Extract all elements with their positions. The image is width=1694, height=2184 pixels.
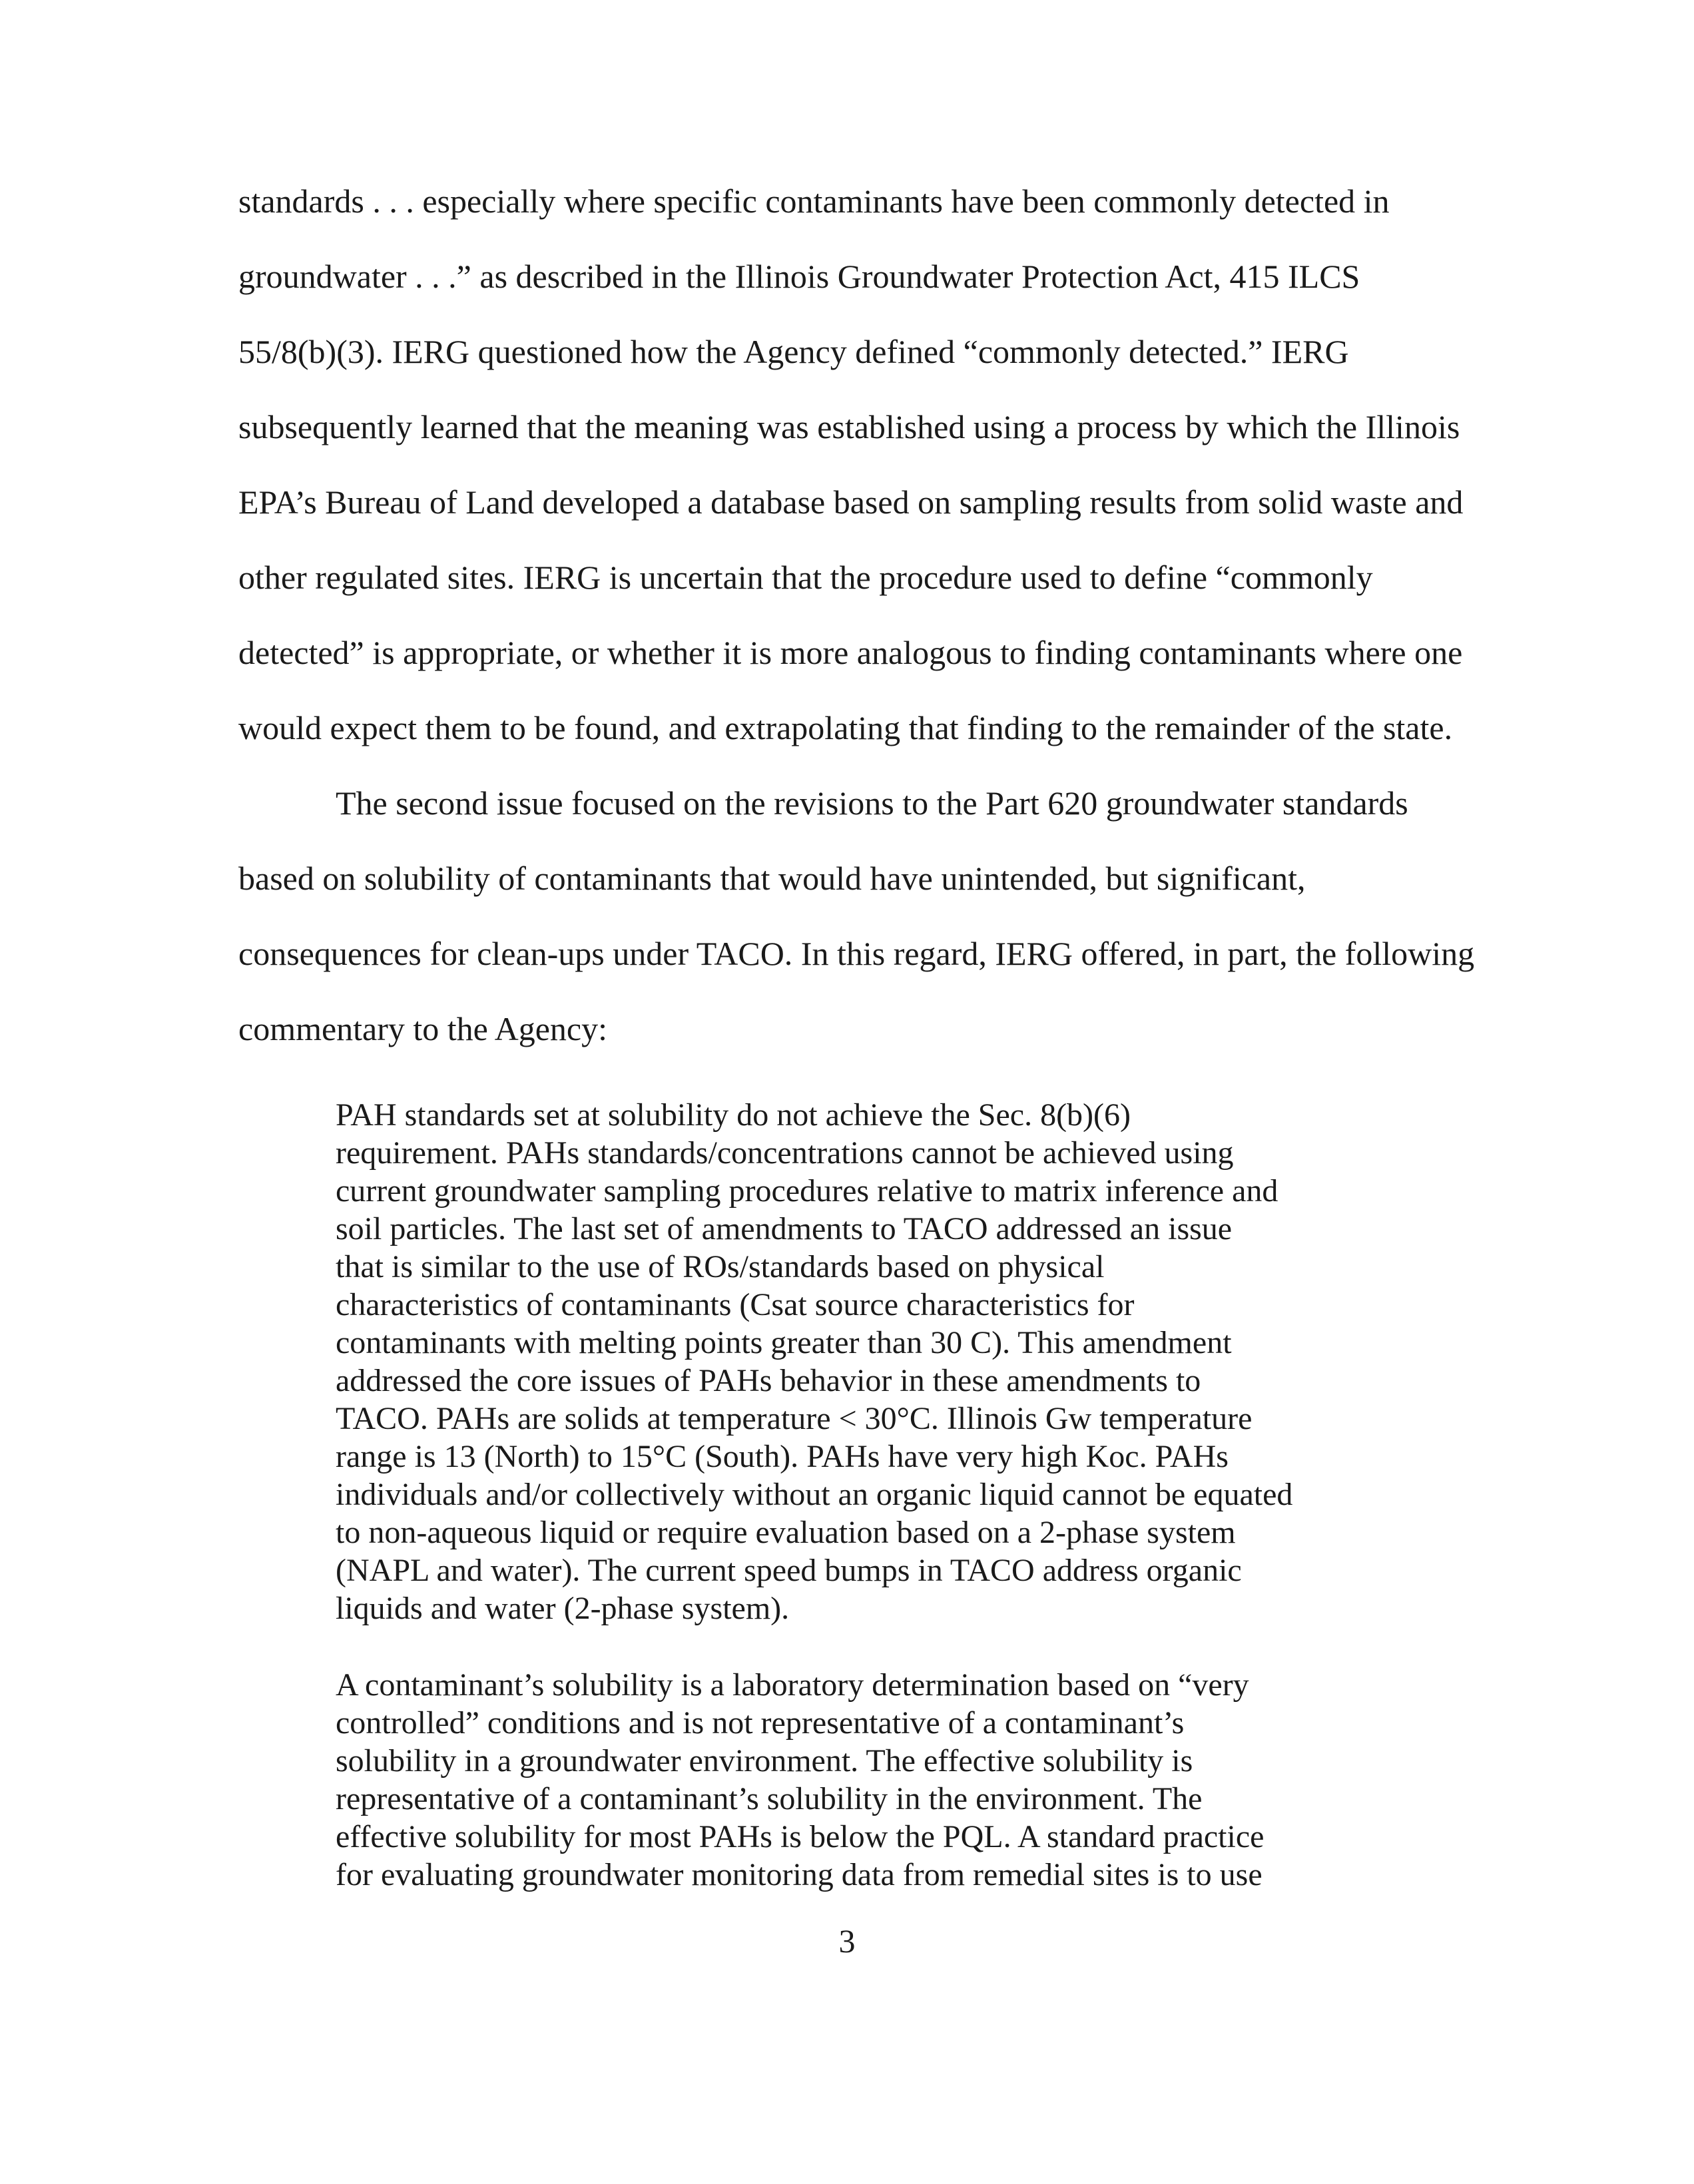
block-quote-line: requirement. PAHs standards/concentrations cannot be achieved using [336,1135,1234,1171]
block-quote-line: current groundwater sampling procedures relative to matrix inference and [336,1173,1278,1209]
page-number: 3 [838,1922,856,1960]
block-quote-line: liquids and water (2-phase system). [336,1591,790,1626]
block-quote-line: range is 13 (North) to 15°C (South). PAHs have very high Koc. PAHs [336,1439,1229,1474]
block-quote-line: contaminants with melting points greater than 30 C). This amendment [336,1325,1232,1360]
body-text-line: would expect them to be found, and extrapolating that finding to the remainder of the state. [238,709,1453,746]
body-text-line: based on solubility of contaminants that would have unintended, but significant, [238,860,1306,897]
body-text-line: commentary to the Agency: [238,1010,608,1047]
block-quote-line: individuals and/or collectively without an organic liquid cannot be equated [336,1477,1293,1512]
block-quote-line: for evaluating groundwater monitoring data from remedial sites is to use [336,1857,1263,1892]
block-quote-line: controlled” conditions and is not representative of a contaminant’s [336,1705,1185,1741]
block-quote-line: addressed the core issues of PAHs behavior in these amendments to [336,1363,1201,1398]
body-text-line: detected” is appropriate, or whether it is more analogous to finding contaminants where one [238,634,1463,671]
body-text-line: consequences for clean-ups under TACO. In this regard, IERG offered, in part, the following [238,935,1475,972]
body-text-line: groundwater . . .” as described in the Illinois Groundwater Protection Act, 415 ILCS [238,258,1360,295]
body-text-line: other regulated sites. IERG is uncertain that the procedure used to define “commonly [238,559,1373,596]
body-text-line: EPA’s Bureau of Land developed a database based on sampling results from solid waste and [238,483,1464,521]
body-text-line: 55/8(b)(3). IERG questioned how the Agency defined “commonly detected.” IERG [238,333,1349,370]
block-quote-line: representative of a contaminant’s solubility in the environment. The [336,1781,1203,1816]
body-text-line: standards . . . especially where specific contaminants have been commonly detected in [238,182,1390,220]
block-quote-line: PAH standards set at solubility do not achieve the Sec. 8(b)(6) [336,1097,1131,1133]
block-quote-line: effective solubility for most PAHs is below the PQL. A standard practice [336,1819,1265,1854]
block-quote-line: (NAPL and water). The current speed bumps in TACO address organic [336,1553,1242,1588]
body-text-line: subsequently learned that the meaning was established using a process by which the Illinois [238,408,1460,445]
block-quote-line: A contaminant’s solubility is a laboratory determination based on “very [336,1667,1249,1703]
paragraph-first-line: The second issue focused on the revisions to the Part 620 groundwater standards [336,784,1408,822]
block-quote-line: soil particles. The last set of amendments to TACO addressed an issue [336,1211,1233,1246]
block-quote-line: to non-aqueous liquid or require evaluation based on a 2-phase system [336,1515,1236,1550]
block-quote-line: that is similar to the use of ROs/standards based on physical [336,1249,1105,1284]
block-quote-line: characteristics of contaminants (Csat source characteristics for [336,1287,1135,1322]
block-quote-line: solubility in a groundwater environment. The effective solubility is [336,1743,1193,1778]
block-quote-line: TACO. PAHs are solids at temperature < 30°C. Illinois Gw temperature [336,1401,1253,1436]
